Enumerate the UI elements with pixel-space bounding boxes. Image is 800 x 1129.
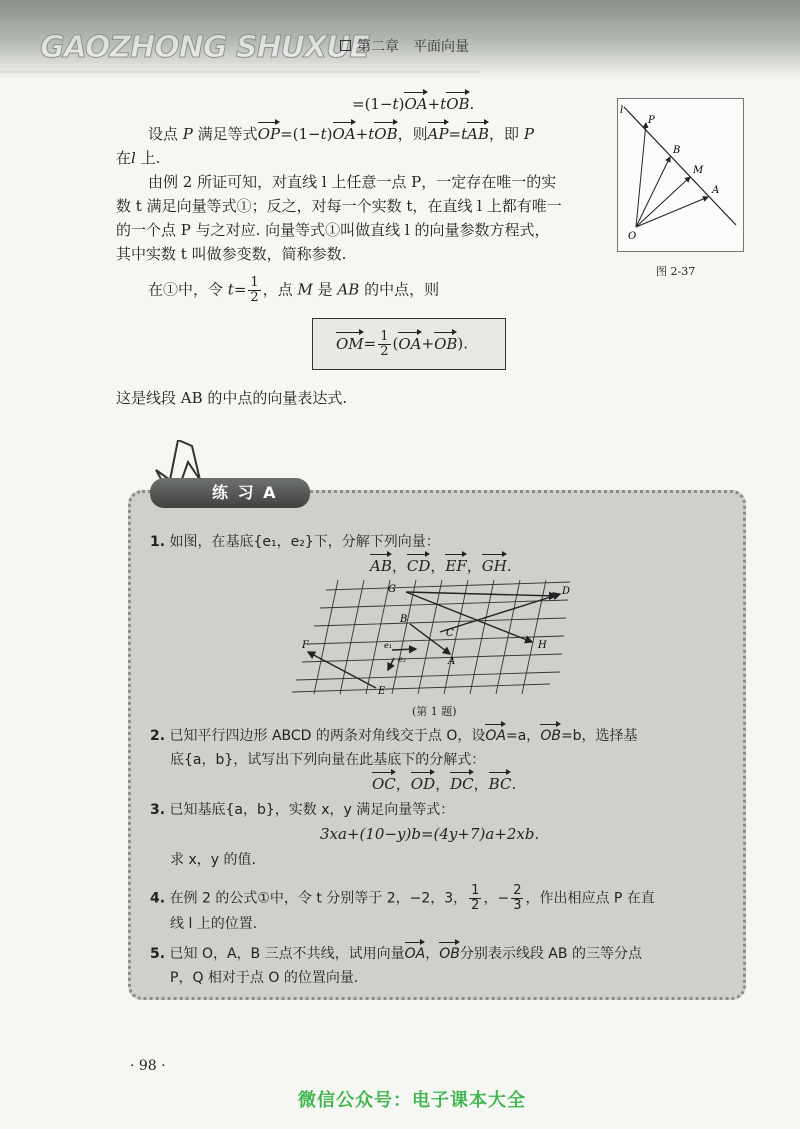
paragraph-4: 这是线段 AB 的中点的向量表达式. — [116, 389, 348, 407]
paragraph-3: 在①中，令 t= $\frac{1}{2}$ ，点 M 是 AB 的中点，则 — [148, 275, 440, 305]
grid-lines — [292, 580, 570, 694]
exercise-1-caption: (第 1 题) — [412, 705, 457, 718]
exercise-1-grid-figure — [280, 578, 600, 698]
paragraph-2-line-4: 其中实数 t 叫做参变数，简称参数. — [116, 245, 347, 263]
exercise-2-line-1: 2. 已知平行四边形 ABCD 的两条对角线交于点 O，设OA=a，OB=b，选择基 — [150, 728, 638, 744]
grid-label-c: C — [446, 628, 454, 639]
paragraph-2-line-1: 由例 2 所证可知，对直线 l 上任意一点 P，一定存在唯一的实 — [148, 173, 557, 191]
grid-label-h: H — [538, 640, 547, 651]
vector-op — [636, 123, 646, 227]
grid-label-a: A — [448, 656, 456, 667]
paragraph-1-line-2: 在l 上. — [116, 149, 161, 167]
figure-2-37-diagram — [618, 99, 743, 251]
figure-2-37 — [617, 98, 744, 252]
line-l — [624, 107, 736, 225]
exercise-3-equation: 3xa+(10−y)b=(4y+7)a+2xb. — [320, 825, 540, 843]
vector-gh-part — [406, 592, 556, 596]
exercise-title: 练 习 A — [150, 478, 310, 508]
grid-label-e1: e₁ — [384, 641, 392, 650]
vector-ob — [636, 157, 670, 227]
exercise-2-line-2: 底{a，b}，试写出下列向量在此基底下的分解式： — [170, 752, 486, 768]
equation-line: =(1−t)OA+tOB. — [352, 95, 475, 113]
grid-label-f: F — [302, 640, 309, 651]
exercise-5-line-2: P，Q 相对于点 O 的位置向量. — [170, 970, 359, 986]
label-p: P — [648, 115, 655, 126]
header-rule — [0, 70, 480, 73]
exercise-1: 1. 如图，在基底{e₁，e₂}下，分解下列向量： — [150, 534, 440, 550]
exercise-4-line-2: 线 l 上的位置. — [170, 916, 258, 932]
chapter-title — [340, 36, 469, 56]
grid-label-g: G — [388, 584, 396, 595]
vector-e2 — [388, 658, 394, 670]
label-l: l — [620, 105, 624, 116]
grid-label-e: E — [378, 686, 386, 697]
vector-om — [636, 177, 690, 227]
vector-oa — [636, 197, 708, 227]
exercise-1-vectors: AB，CD，EF，GH. — [370, 557, 512, 575]
exercise-2-vectors: OC，OD，DC，BC. — [372, 775, 517, 793]
footer-watermark: 微信公众号：电子课本大全 — [298, 1090, 526, 1111]
label-b: B — [673, 145, 681, 156]
figure-2-37-caption: 图 2-37 — [656, 265, 696, 278]
paragraph-1-line-1: 设点 P 满足等式OP=(1−t)OA+tOB，则AP=tAB，即 P — [148, 125, 534, 143]
exercise-4-line-1: 4. 在例 2 的公式①中，令 t 分别等于 2，−2，3， $\frac{1}{2}$ ，− $\frac{2}{3}$ ，作出相应点 P 在直 — [150, 883, 655, 913]
exercise-3-line-3: 求 x，y 的值. — [170, 852, 256, 868]
grid-label-d: D — [562, 586, 571, 597]
midpoint-formula: OM= $\frac{1}{2}$ (OA+OB). — [336, 329, 469, 359]
label-o: O — [628, 231, 637, 242]
chapter-box-icon — [340, 40, 351, 51]
label-a: A — [712, 185, 720, 196]
chapter-text: 第二章 平面向量 — [357, 39, 469, 55]
exercise-3-line-1: 3. 已知基底{a，b}，实数 x，y 满足向量等式： — [150, 802, 455, 818]
label-m: M — [693, 165, 704, 176]
paragraph-2-line-3: 的一个点 P 与之对应. 向量等式①叫做直线 l 的向量参数方程式， — [116, 221, 550, 239]
vector-e1 — [392, 649, 416, 650]
paragraph-2-line-2: 数 t 满足向量等式①；反之，对每一个实数 t，在直线 l 上都有唯一 — [116, 197, 562, 215]
page-number: · 98 · — [130, 1058, 166, 1074]
exercise-5-line-1: 5. 已知 O，A，B 三点不共线，试用向量OA，OB分别表示线段 AB 的三等分点 — [150, 946, 642, 962]
grid-label-b: B — [400, 614, 408, 625]
series-logo: GAOZHONG SHUXUE — [40, 30, 370, 65]
grid-label-e2: e₂ — [398, 655, 406, 664]
